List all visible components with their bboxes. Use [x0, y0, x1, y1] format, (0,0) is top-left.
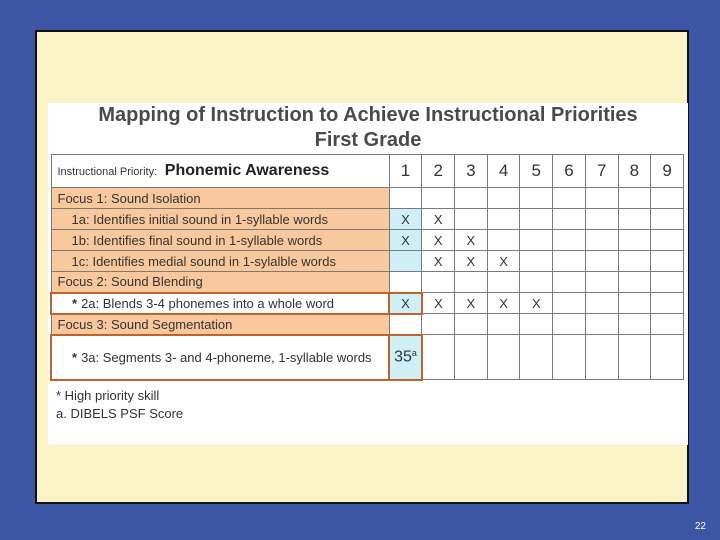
mark-cell: X [389, 293, 422, 314]
footnotes [56, 387, 183, 423]
column-header: 4 [487, 155, 520, 188]
mark-cell: X [422, 230, 455, 251]
mark-cell: X [455, 251, 488, 272]
skill-label-high-priority [51, 335, 389, 380]
skill-label-high-priority [51, 293, 389, 314]
column-header: 7 [585, 155, 618, 188]
mark-cell: X [422, 293, 455, 314]
mark-cell [585, 251, 618, 272]
mark-cell [585, 230, 618, 251]
skill-label: 1c: Identifies medial sound in 1-sylalble words [51, 251, 389, 272]
mark-cell [618, 209, 651, 230]
mark-cell [618, 230, 651, 251]
mark-cell: X [455, 293, 488, 314]
column-header: 2 [422, 155, 455, 188]
focus-2-label: Focus 2: Sound Blending [51, 272, 389, 293]
skill-label: 3a: Segments 3- and 4-phoneme, 1-syllable words [81, 349, 372, 365]
mark-cell [585, 209, 618, 230]
focus-1-label: Focus 1: Sound Isolation [51, 188, 389, 209]
mark-cell [553, 293, 586, 314]
skill-row-1b [51, 230, 684, 251]
mark-cell [553, 230, 586, 251]
skill-row-1c [51, 251, 684, 272]
mark-cell [651, 209, 684, 230]
mark-cell [455, 209, 488, 230]
mark-cell [389, 251, 422, 272]
mark-cell [651, 251, 684, 272]
focus-row [51, 272, 684, 293]
mark-cell [618, 251, 651, 272]
priority-label: Instructional Priority: [57, 166, 158, 178]
footnote-marker: a [411, 347, 417, 358]
mark-cell: X [422, 251, 455, 272]
mark-cell [520, 209, 553, 230]
priorities-sheet [48, 103, 688, 445]
skill-label: 1b: Identifies final sound in 1-syllable words [51, 230, 389, 251]
skill-label: 2a: Blends 3-4 phonemes into a whole word [81, 295, 334, 311]
table-header-row [51, 155, 684, 188]
mark-cell [651, 293, 684, 314]
column-header: 6 [553, 155, 586, 188]
mark-cell [487, 230, 520, 251]
mark-cell [651, 230, 684, 251]
column-header: 3 [455, 155, 488, 188]
high-priority-note: * High priority skill [56, 388, 160, 403]
page-number: 22 [694, 521, 706, 532]
priority-cell [51, 155, 389, 188]
focus-row [51, 188, 684, 209]
mark-cell: X [520, 293, 553, 314]
mark-cell: X [422, 209, 455, 230]
mark-cell [487, 209, 520, 230]
high-priority-marker: * [72, 295, 78, 311]
slide-title: Mapping of Instruction to Achieve Instructional Priorities [98, 104, 638, 126]
column-header: 8 [618, 155, 651, 188]
dibels-note: a. DIBELS PSF Score [56, 406, 184, 421]
skill-row-2a [51, 293, 684, 314]
slide-subtitle: First Grade [314, 129, 422, 151]
score-cell [389, 335, 422, 380]
mapping-table [50, 154, 684, 381]
mark-cell [618, 293, 651, 314]
mark-cell: X [455, 230, 488, 251]
priority-value: Phonemic Awareness [164, 162, 330, 179]
mark-cell [585, 293, 618, 314]
column-header: 9 [651, 155, 684, 188]
column-header: 1 [389, 155, 422, 188]
mark-cell: X [487, 251, 520, 272]
mark-cell [520, 251, 553, 272]
mark-cell [553, 251, 586, 272]
psf-score: 35 [394, 348, 412, 366]
focus-row [51, 314, 684, 335]
mark-cell [553, 209, 586, 230]
skill-row-3a [51, 335, 684, 380]
mark-cell [520, 230, 553, 251]
focus-3-label: Focus 3: Sound Segmentation [51, 314, 389, 335]
skill-row-1a [51, 209, 684, 230]
mark-cell: X [389, 209, 422, 230]
mark-cell: X [487, 293, 520, 314]
column-header: 5 [520, 155, 553, 188]
skill-label: 1a: Identifies initial sound in 1-syllable words [51, 209, 389, 230]
mark-cell: X [389, 230, 422, 251]
high-priority-marker: * [72, 349, 78, 365]
